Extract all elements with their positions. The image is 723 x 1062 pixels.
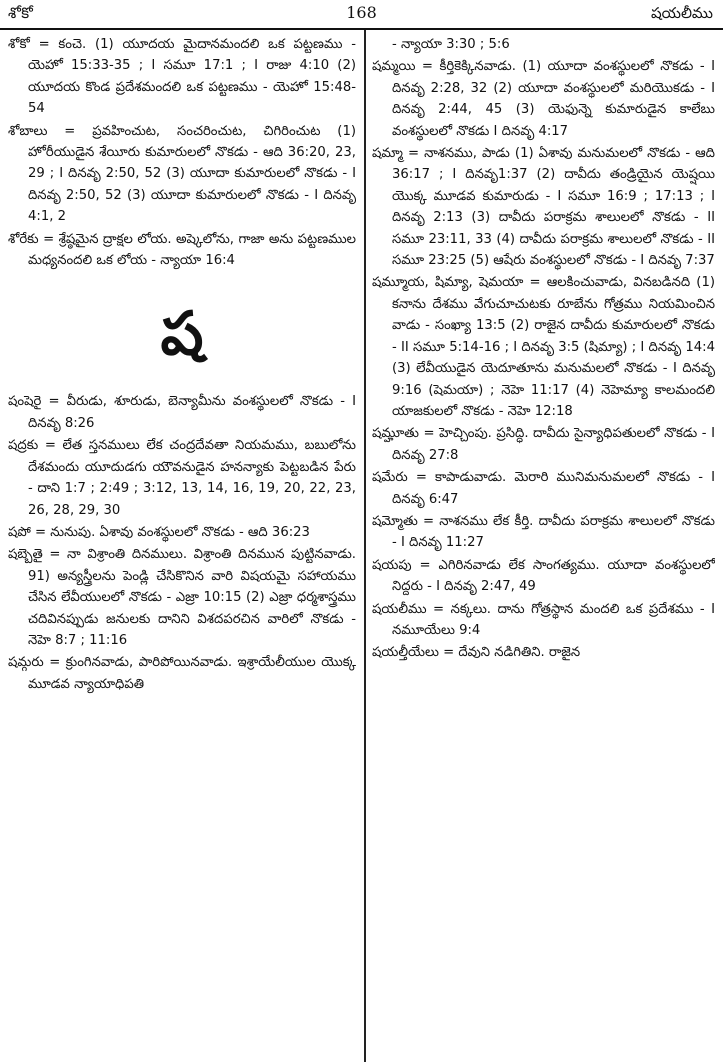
entry-shadraku: షద్రకు = లేత స్తనములు లేక చంద్రదేవతా నియమము, బబులోను దేశమందు యూదుడగు యౌవనుడైన హనన్యాకు పెట్టబడిన పేరు - దాని 1:7 ; 2:49 ; 3:12, 13, 14, 16, 19, 20, 22, 23, 26, 28, 29, 30 [8, 438, 356, 518]
entry-shayaltiyelu: షయల్తీయేలు = దేవుని నడిగితిని. రాజైన [372, 645, 581, 661]
entry-shamhutu: షమ్హూతు = హెచ్చింపు. ప్రసిద్ధి. దావీదు సైన్యాధిపతులలో నొకడు - I దినవృ 27:8 [372, 426, 715, 463]
right-column [372, 34, 715, 1058]
entry-shamgaru: షమ్గరు = క్రుంగినవాడు, పారిపోయినవాడు. ఇశ్రాయేలీయుల యొక్క మూడవ న్యాయాధిపతి [8, 655, 356, 692]
page-number: 168 [346, 3, 377, 22]
entry-shoreku: శోరేకు = శ్రేష్ఠమైన ద్రాక్షల లోయ. అష్కెలోను, గాజా అను పట్టణముల మధ్యనందలి ఒక లోయ - న్యాయా 16:4 [8, 231, 356, 269]
entry-shabbetai: షబ్బెతై = నా విశ్రాంతి దినములు. విశ్రాంతి దినమున పుట్టినవాడు. 91) అన్యస్త్రీలను పెండ్లి చేసికొనిన వారి విషయమై సహాయము చేసిన లేవీయులలో నొకడు - ఎజ్రా 10:15 (2) ఎజ్రా ధర్మశాస్త్రము చదివినప్పుడు జనులకు దానిని విశదపరచిన వారిలో నొకడు - నెహె 8:7 ; 11:16 [8, 547, 356, 648]
entry-shapo: షపో = నునుపు. ఏశావు వంశస్థులలో నొకడు - ఆది 36:23 [8, 524, 310, 540]
entry-shobalu: శోబాలు = ప్రవహించుట, సంచరించుట, చిగిరించుట (1) హోరీయుడైన శేయీరు కుమారులలో నొకడు - ఆది 36:20, 23, 29 ; I దినవృ 2:50, 52 (3) యూదా కుమారులలో నొకడు - I దినవృ 2:50, 52 (3) యూదా కుమారులలో నొకడు - I దినవృ 4:1, 2 [8, 123, 356, 225]
entry-shoko: శోకో = కంచె. (1) యూదయ మైదానమందలి ఒక పట్టణము - యెహో 15:33-35 ; I సమూ 17:1 ; I రాజు 4:10 (2) యూదయ కొండ ప్రదేశమందలి ఒక పట్టణము - యెహో 15:48-54 [8, 37, 356, 117]
header-last-word: షయలీము [650, 4, 713, 22]
section-letter: ష [160, 299, 204, 370]
entry-continuation: - న్యాయా 3:30 ; 5:6 [392, 37, 510, 52]
entry-shammotu: షమ్మోతు = నాశనము లేక కీర్తి. దావీదు పరాక్రమ శాలులలో నొకడు - I దినవృ 11:27 [372, 513, 715, 551]
entry-shammayi: షమ్మయి = కీర్తికెక్కినవాడు. (1) యూదా వంశస్థులలో నొకడు - I దినవృ 2:28, 32 (2) యూదా వంశస్థులలో మరియొకడు - I దినవృ 2:44, 45 (3) యెఫున్నె కుమారుడైన కాలేబు వంశస్థులలో నొకడు I దినవృ 4:17 [372, 59, 715, 139]
column-divider [364, 30, 366, 1062]
header-rule [0, 28, 723, 30]
entry-shayapu: షయపు = ఎగిరినవాడు లేక సాంగత్యము. యూదా వంశస్థులలో నిద్దరు - I దినవృ 2:47, 49 [372, 557, 715, 595]
entry-shamsherai: షంషెరై = వీరుడు, శూరుడు, బెన్యామీను వంశస్థులలో నొకడు - I దినవృ 8:26 [8, 394, 356, 431]
entry-shammuya: షమ్మూయ, షిమ్యా, షెమయా = ఆలకించువాడు, వినబడినది (1) కనాను దేశము వేగుచూచుటకు రూబేను గోత్రము నియమించిన వాడు - సంఖ్యా 13:5 (2) రాజైన దావీదు కుమారులలో నొకడు - II సమూ 5:14-16 ; I దినవృ 3:5 (షిమ్యా) ; I దినవృ 14:4 (3) లేవీయుడైన యెదూతూను మనుమలలో నొకడు - I దినవృ 9:16 (షెమయా) ; నెహె 11:17 (4) నెహెమ్యా కాలమందలి యాజకులలో నొకడు - నెహె 12:18 [372, 275, 715, 419]
page-header [0, 0, 723, 26]
header-first-word: శోకో [8, 4, 33, 22]
entry-shameru: షమేరు = కాపాడువాడు. మెరారి మునిమనుమలలో నొకడు - I దినవృ 6:47 [372, 470, 715, 507]
entry-shamma: షమ్మా = నాశనము, పాడు (1) ఏశావు మనుమలలో నొకడు - ఆది 36:17 ; I దినవృ1:37 (2) దావీదు తండ్రియైన యెష్షయి యొక్క మూడవ కుమారుడు - I సమూ 16:9 ; 17:13 ; I దినవృ 2:13 (3) దావీదు పరాక్రమ శాలులలో నొకడు - II సమూ 23:11, 33 (4) దావీదు పరాక్రమ శాలులలో నొకడు - II సమూ 23:25 (5) ఆషేరు వంశస్థులలో నొకడు - I దినవృ 7:37 [372, 146, 715, 269]
left-column [8, 34, 356, 1058]
entry-shayalimu: షయలీము = నక్కలు. దాను గోత్రస్థాన మందలి ఒక ప్రదేశము - I నమూయేలు 9:4 [372, 601, 715, 638]
